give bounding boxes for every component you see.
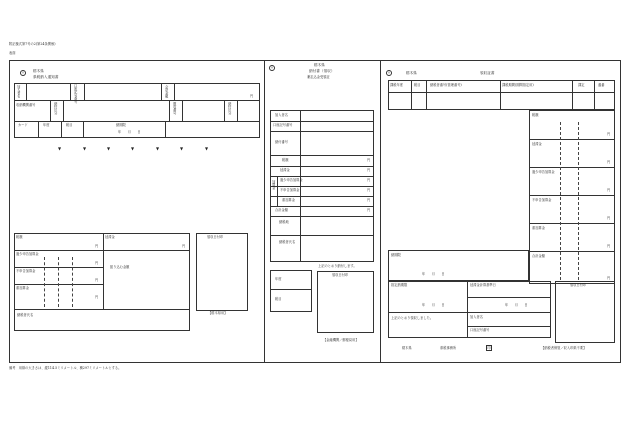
p1-fee-label: 延滞金 xyxy=(105,235,115,239)
p3-footer: 【納税者保管／収入印紙不要】 xyxy=(541,346,587,350)
sub-mark-icon: 〒 xyxy=(387,71,391,75)
p3-fee-label: 延滞金 xyxy=(532,142,542,146)
p2-prefecture: 栃木県 xyxy=(314,63,325,67)
p1-kanyusha-label: 加入者名 xyxy=(16,85,21,98)
p2-nouzei: 納税地 xyxy=(279,220,289,224)
p3-prefecture: 栃木県 xyxy=(406,71,417,75)
p3-kanyusha: 加入者名 xyxy=(470,315,483,319)
p1-amount-box xyxy=(14,233,190,331)
p3-col: 課税期間(期間指定用) xyxy=(502,83,534,87)
p2-en: 円 xyxy=(367,198,371,202)
p2-en: 円 xyxy=(367,188,371,192)
p2-en: 円 xyxy=(367,158,371,162)
p2-group-label: 加算金 xyxy=(271,180,276,190)
p1-card: カード xyxy=(18,123,28,127)
p1-koza-label: 口座記号番号 xyxy=(73,84,78,104)
p3-en: 円 xyxy=(607,132,611,136)
p1-fee-label: 不申告加算金 xyxy=(16,269,36,273)
p1-nendo: 年度 xyxy=(43,123,50,127)
p3-bottom-pref: 栃木県 xyxy=(402,346,412,350)
sub-mark-icon: 〒 xyxy=(21,71,25,75)
p3-en: 円 xyxy=(607,188,611,192)
p2-shimei: 納税者氏名 xyxy=(279,240,296,244)
p3-date: 年 月 日 xyxy=(505,303,528,307)
cut-mark: ▼ xyxy=(205,146,209,151)
p2-en: 円 xyxy=(367,208,371,212)
p1-fee-label: 重加算金 xyxy=(16,286,29,290)
p1-fee-label: 過少申告加算金 xyxy=(16,252,39,256)
p3-title: 領収証書 xyxy=(480,71,495,75)
p3-col: 納税者番号(管理番号) xyxy=(430,83,462,87)
seal-icon: 印 xyxy=(487,346,491,350)
p3-fee-label: 重加算金 xyxy=(532,226,545,230)
p3-date: 年 月 日 xyxy=(422,272,445,276)
divider-1 xyxy=(264,60,265,363)
p2-receipt-date: 領収日付印 xyxy=(332,273,349,277)
p1-title: 県税納入通知書 xyxy=(33,75,59,79)
p1-receipt-box xyxy=(196,233,248,311)
p3-fee-label: 合計金額 xyxy=(532,254,545,258)
cut-mark: ▼ xyxy=(156,146,160,151)
footnote: 備考 用紙の大きさは、縦114.5ミリメートル、横297ミリメートルとする。 xyxy=(9,366,122,370)
p3-fee-label: 過少申告加算金 xyxy=(532,170,555,174)
p2-subtitle: 兼払込金受領証 xyxy=(307,75,330,79)
p3-date: 年 月 日 xyxy=(422,303,445,307)
p1-en: 円 xyxy=(250,94,254,98)
p2-fee-label: 不申告加算金 xyxy=(280,188,300,192)
side-label: 表面 xyxy=(9,51,16,55)
p2-fee-label: 過少申告加算金 xyxy=(280,178,303,182)
p3-en: 円 xyxy=(607,244,611,248)
p2-title: 納付書（領収） xyxy=(309,69,335,73)
p1-en: 円 xyxy=(182,244,186,248)
p2-zeimoku: 税目 xyxy=(275,297,282,301)
cut-mark: ▼ xyxy=(131,146,135,151)
p3-col: 課税年度 xyxy=(390,83,403,87)
p2-kanyusha: 加入者名 xyxy=(275,113,288,117)
p1-date: 年 月 日 xyxy=(118,130,141,134)
p3-receipt-box xyxy=(555,281,615,343)
cut-mark: ▼ xyxy=(83,146,87,151)
p2-receipt-box xyxy=(317,271,374,333)
p1-prefecture: 栃木県 xyxy=(33,69,44,73)
form-id: 附記様式第7号の2(第24条関係) xyxy=(9,42,56,46)
p2-footer: 【金融機関／郵便局用】 xyxy=(323,338,359,342)
p2-fee-label: 合計金額 xyxy=(275,208,288,212)
p2-fee-label: 税額 xyxy=(282,158,289,162)
p1-zeimoku: 税目 xyxy=(66,123,73,127)
p2-en: 円 xyxy=(367,168,371,172)
p3-col: 適番 xyxy=(598,83,605,87)
p1-receipt-date: 領収日付印 xyxy=(207,235,224,239)
p2-nofu-bango: 納付番号 xyxy=(275,140,288,144)
p1-en: 円 xyxy=(95,295,99,299)
p1-footer: 【栃木県用】 xyxy=(208,311,228,315)
p1-en: 円 xyxy=(95,278,99,282)
cut-mark: ▼ xyxy=(58,146,62,151)
p1-en: 円 xyxy=(95,261,99,265)
p3-fee-label: 不申告加算金 xyxy=(532,198,552,202)
p3-note: 上記のとおり領収しました。 xyxy=(391,316,434,320)
p3-fee-label: 税額 xyxy=(532,113,539,117)
p3-koza: 口座記号番号 xyxy=(470,328,490,332)
p3-en: 円 xyxy=(607,276,611,280)
p3-bottom-office: 県税事務所 xyxy=(440,346,457,350)
p1-en: 円 xyxy=(95,244,99,248)
p3-entaikin: 延滞金計算基準日 xyxy=(470,283,496,287)
cut-mark: ▼ xyxy=(107,146,111,151)
p3-shitei: 指定納期限 xyxy=(391,283,408,287)
p1-fee-label: 税額 xyxy=(16,235,23,239)
sub-mark-icon: 〒 xyxy=(270,66,274,70)
p3-nokigen-box xyxy=(388,250,529,281)
p3-en: 円 xyxy=(607,216,611,220)
divider-2 xyxy=(380,60,381,363)
p1-nokigen: 納期限 xyxy=(116,123,126,127)
p1-nofu-kubun: 納付区分 xyxy=(53,102,58,115)
p1-kaikei-label: 会計金額 xyxy=(164,85,169,98)
p1-notsuke: 納税者氏名 xyxy=(17,313,34,317)
p1-nyunyu-kubun: 納付区分 xyxy=(227,102,232,115)
p3-receipt-date: 領収日付印 xyxy=(570,283,587,287)
p2-nendo: 年度 xyxy=(275,277,282,281)
p3-nokigen: 納期限 xyxy=(391,253,401,257)
p2-en: 円 xyxy=(367,178,371,182)
p1-shunou-label: 収納機関番号 xyxy=(16,103,36,107)
p2-koza: 口座記号番号 xyxy=(273,123,293,127)
p2-fee-label: 重加算金 xyxy=(282,198,295,202)
p2-note: 上記のとおり納付します。 xyxy=(318,264,357,268)
p3-en: 円 xyxy=(607,160,611,164)
p1-tokumei: 徴収番号 xyxy=(172,102,177,115)
cut-mark: ▼ xyxy=(180,146,184,151)
p3-col: 税目 xyxy=(414,83,421,87)
p3-col: 課定 xyxy=(578,83,585,87)
p1-honei: 振り込む金額 xyxy=(110,265,130,269)
p2-fee-label: 延滞金 xyxy=(280,168,290,172)
